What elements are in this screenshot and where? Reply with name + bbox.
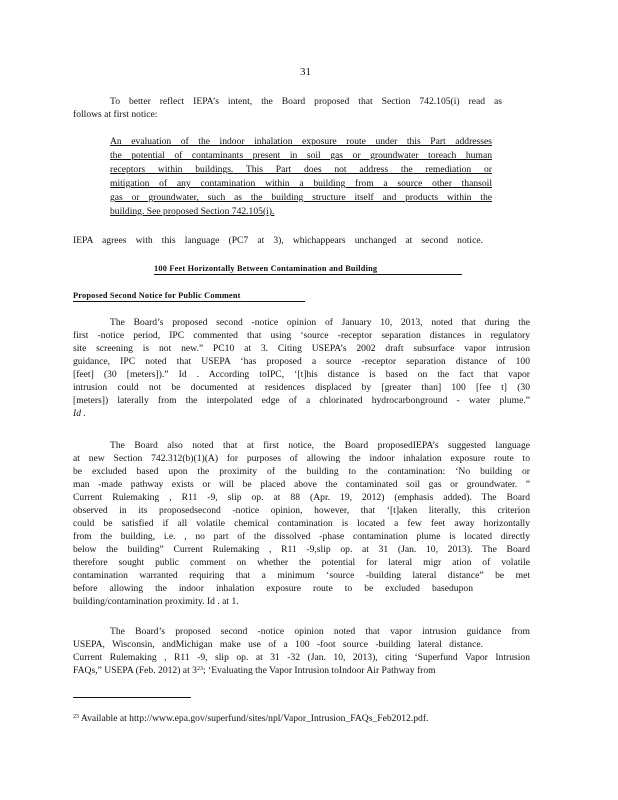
quote-line-4: mitigation of any contamination within a building from a source other thansoil (110, 178, 492, 189)
para3-line-3: Current Rulemaking , R11 -9, slip op. at 31 -32 (Jan. 10, 2013), citing ‘Superfund Vapor Intrusion (73, 652, 530, 663)
para1-line-6: intrusion could not be documented at residences displaced by [greater than] 100 [fee t] (30 (73, 382, 530, 393)
heading-underline (154, 274, 462, 275)
quote-line-3: receptors within buildings. This Part does not address the remediation or (110, 164, 492, 175)
para2-line-4: man -made pathway exists or will be placed above the contaminated soil gas or groundwater. ” (73, 479, 530, 490)
section-heading: 100 Feet Horizontally Between Contamination and Building (154, 264, 378, 273)
footnote-ref: 23 (196, 666, 203, 672)
para2-line-8: from the building, i.e. , no part of the dissolved -phase contamination plume is located directly (73, 531, 530, 542)
para3-line-4: FAQs,” USEPA (Feb. 2012) at $3^{23}$; ‘Evaluating the Vapor Intrusion toIndoor Air Pathway from (73, 665, 436, 676)
para2-line-5: Current Rulemaking , R11 -9, slip op. at 88 (Apr. 19, 2012) (emphasis added). The Board (73, 492, 530, 503)
para1-line-7: [meters]) laterally from the interpolated edge of a chlorinated hydrocarbonground - water plume.” (73, 395, 530, 406)
para1-line-8: Id . (73, 408, 86, 419)
para2-line-3: be excluded based upon the proximity of the building to the contamination: ‘No building or (73, 466, 530, 477)
para1-line-2: first -notice period, IPC commented that using ‘source -receptor separation distances in regulatory (73, 330, 530, 341)
para1-line-4: guidance, IPC noted that USEPA ‘has proposed a source -receptor separation distance of 100 (73, 356, 530, 367)
quote-line-5: gas or groundwater, such as the building structure itself and products within the (110, 192, 492, 203)
quote-line-1: An evaluation of the indoor inhalation exposure route under this Part addresses (110, 136, 492, 147)
para1-line-3: site screening is not new.” PC10 at 3. Citing USEPA’s 2002 draft subsurface vapor intrusion (73, 343, 530, 354)
para2-line-11: contamination warranted requiring that a minimum ‘source -building lateral distance” be met (73, 570, 530, 581)
footnote: $^{23}$ Available at http://www.epa.gov/superfund/sites/npl/Vapor_Intrusion_FAQs_Feb2012.pdf. (73, 713, 429, 724)
para2-line-12: before allowing the indoor inhalation exposure route to be excluded basedupon (73, 583, 473, 594)
para1-line-1: The Board’s proposed second -notice opinion of January 10, 2013, noted that during the (110, 317, 530, 328)
quote-line-6: building. See proposed Section 742.105(i). (110, 206, 275, 217)
para2-line-9: below the building” Current Rulemaking , R11 -9,slip op. at 31 (Jan. 10, 2013). The Board (73, 544, 530, 555)
para2-line-10: therefore sought public comment on whether the potential for lateral migr ation of volatile (73, 557, 530, 568)
para1-line-5: [feet] (30 [meters]).” Id . According toIPC, ‘[t]his distance is based on the fact that vapor (73, 369, 530, 380)
quote-line-2: the potential of contaminants present in soil gas or groundwater toreach human (110, 150, 492, 161)
page-number: 31 (300, 66, 311, 78)
agree-line: IEPA agrees with this language (PC7 at 3), whichappears unchanged at second notice. (73, 235, 483, 246)
para2-line-6: observed in its proposedsecond -notice opinion, however, that ‘[t]aken literally, this criterion (73, 505, 530, 516)
subheading-underline (73, 301, 305, 302)
para3-line-1: The Board’s proposed second -notice opinion noted that vapor intrusion guidance from (110, 626, 530, 637)
footnote-separator (73, 697, 191, 698)
para2-line-1: The Board also noted that at first notice, the Board proposedIEPA’s suggested language (110, 440, 530, 451)
subsection-heading: Proposed Second Notice for Public Comment (73, 291, 241, 300)
intro-line-2: follows at first notice: (73, 109, 158, 120)
para3-line-2: USEPA, Wisconsin, andMichigan make use of a 100 -foot source -building lateral distance. (73, 639, 483, 650)
intro-line-1: To better reflect IEPA’s intent, the Board proposed that Section 742.105(i) read as (110, 96, 502, 107)
para2-line-7: could be satisfied if all volatile chemical contamination is located a few feet away horizontally (73, 518, 530, 529)
para2-line-13: building/contamination proximity. Id . at 1. (73, 596, 239, 607)
para2-line-2: at new Section 742.312(b)(1)(A) for purposes of allowing the indoor inhalation exposure route to (73, 453, 530, 464)
